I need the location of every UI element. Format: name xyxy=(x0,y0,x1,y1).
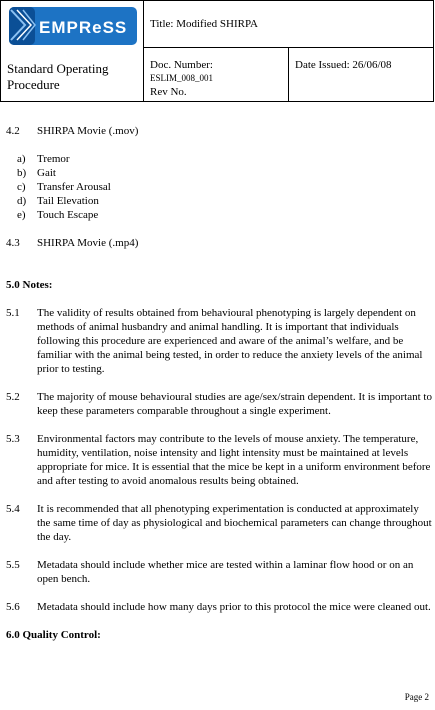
list-item: e) Touch Escape xyxy=(17,209,99,221)
empress-logo xyxy=(9,7,137,45)
document-title: Title: Modified SHIRPA xyxy=(144,1,434,48)
doc-number-cell xyxy=(144,48,289,102)
section-4-3-heading xyxy=(6,236,432,250)
note-paragraph: 5.5 Metadata should include whether mice are tested within a laminar flow hood or on an open bench. xyxy=(6,559,414,585)
section-title: SHIRPA Movie (.mov) xyxy=(37,125,139,137)
svg-text:EMPReSS: EMPReSS xyxy=(39,18,128,37)
quality-control-heading: 6.0 Quality Control: xyxy=(6,629,101,641)
document-body xyxy=(6,124,432,642)
note-paragraph: 5.2 The majority of mouse behavioural studies are age/sex/strain dependent. It is important to keep these parameters comparable throughout a single experiment. xyxy=(6,391,432,417)
doc-number-label: Doc. Number: xyxy=(150,59,213,71)
section-4-2-heading xyxy=(6,124,432,138)
section-number: 4.3 xyxy=(6,237,20,249)
list-item: a) Tremor xyxy=(17,153,70,165)
logo-cell xyxy=(1,1,144,102)
rev-label: Rev No. xyxy=(150,86,187,98)
note-paragraph: 5.1 The validity of results obtained from behavioural phenotyping is largely dependent on methods of animal husbandry and animal handling. It is important that individuals following this procedure are experienced and aware of the animal’s welfare, and be familiar with the animal being tested, in order to reduce the anxiety levels of the animal prior to testing. xyxy=(6,307,423,375)
list-item: c) Transfer Arousal xyxy=(17,181,111,193)
list-item: b) Gait xyxy=(17,167,56,179)
section-title: SHIRPA Movie (.mp4) xyxy=(37,237,139,249)
document-type: Standard Operating Procedure xyxy=(7,61,109,92)
note-paragraph: 5.3 Environmental factors may contribute to the levels of mouse anxiety. The temperature, humidity, ventilation, noise intensity and light intensity must be maintained at levels appropriate for mice. It is essential that the mice be kept in a uniform environment before and after testing to avoid anomalous results being obtained. xyxy=(6,433,431,487)
note-paragraph: 5.6 Metadata should include how many days prior to this protocol the mice were cleaned out. xyxy=(6,601,431,613)
notes-heading: 5.0 Notes: xyxy=(6,279,53,291)
document-header xyxy=(0,0,434,102)
note-paragraph: 5.4 It is recommended that all phenotyping experimentation is conducted at approximately the same time of day as physiological and biochemical parameters can change throughout the day. xyxy=(6,503,432,543)
date-issued: Date Issued: 26/06/08 xyxy=(289,48,434,102)
page-number: Page 2 xyxy=(404,692,429,702)
section-number: 4.2 xyxy=(6,125,20,137)
list-item: d) Tail Elevation xyxy=(17,195,99,207)
doc-number: ESLIM_008_001 xyxy=(150,73,213,83)
